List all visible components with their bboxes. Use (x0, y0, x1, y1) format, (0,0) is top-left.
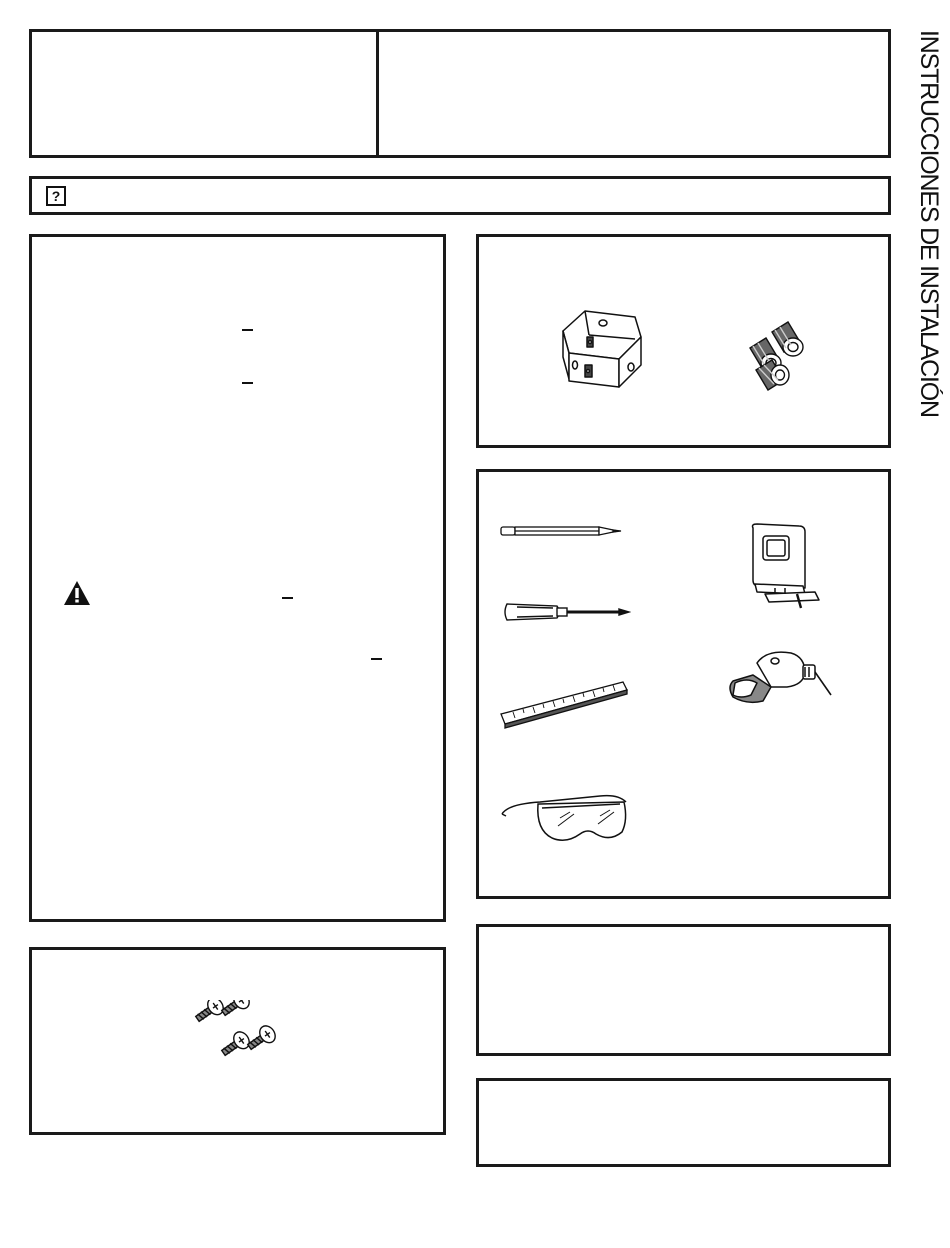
screws-illustration (190, 1000, 282, 1070)
wire-nuts-illustration (748, 320, 814, 392)
note-panel-small (476, 1078, 891, 1167)
note-panel (476, 924, 891, 1056)
screwdriver-illustration (503, 598, 631, 626)
materials-needed-panel (476, 234, 891, 448)
warning-triangle-icon (63, 580, 91, 606)
pencil-illustration (500, 524, 624, 538)
header-divider (376, 32, 379, 155)
instructions-panel (29, 234, 446, 922)
dash-mark (282, 597, 293, 599)
side-title (914, 30, 944, 550)
junction-box-illustration (555, 307, 645, 393)
help-bar (29, 176, 891, 215)
safety-glasses-illustration (500, 790, 630, 848)
dash-mark (242, 329, 253, 331)
question-mark-box-icon: ? (46, 186, 66, 206)
dash-mark (242, 382, 253, 384)
dash-mark (371, 658, 382, 660)
drill-illustration (727, 645, 837, 707)
header-box (29, 29, 891, 158)
jigsaw-illustration (745, 522, 825, 610)
side-title-text: INSTRUCCIONES DE INSTALACIÓN (915, 30, 943, 417)
ruler-illustration (499, 678, 629, 732)
